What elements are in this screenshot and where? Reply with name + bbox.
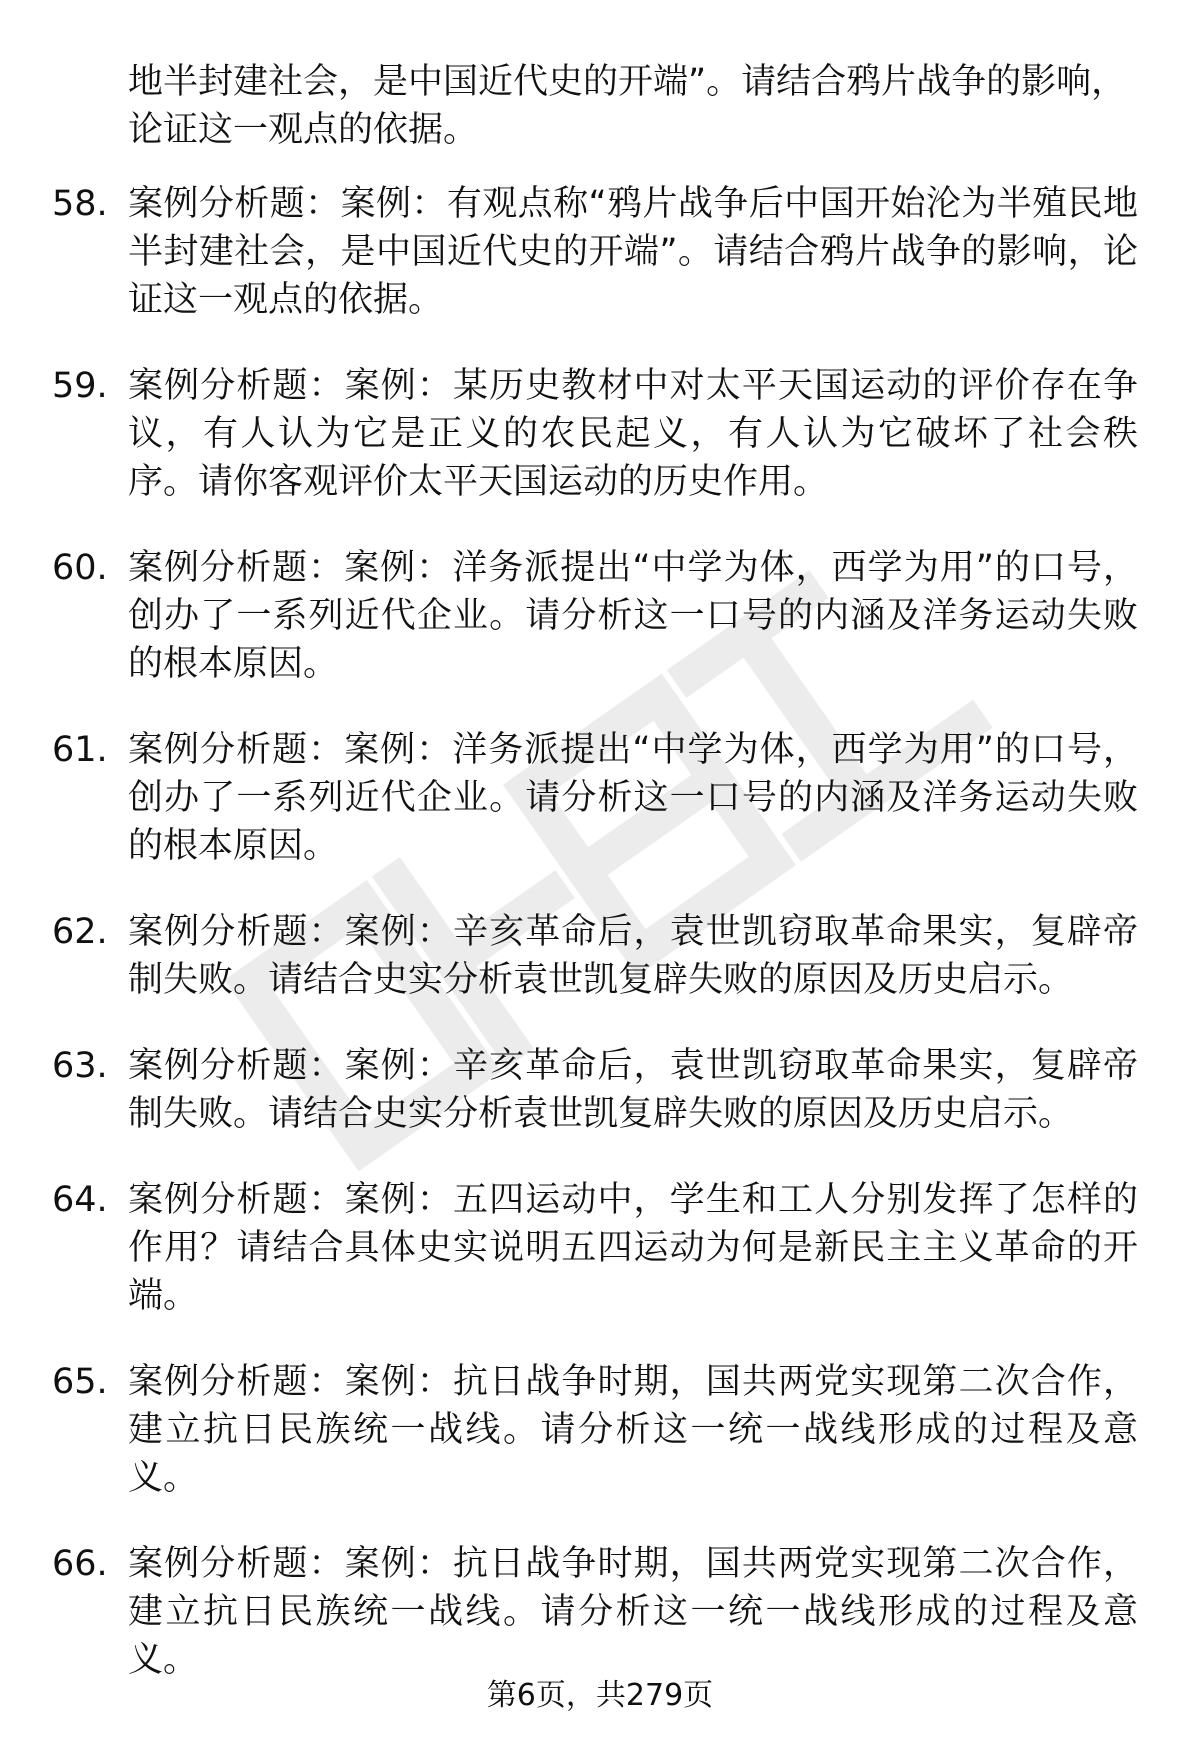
question-number: 65. bbox=[52, 1362, 108, 1402]
question-item bbox=[0, 1540, 1200, 1684]
question-number: 59. bbox=[52, 366, 108, 406]
question-text: 案例分析题：案例：抗日战争时期，国共两党实现第二次合作，建立抗日民族统一战线。请分析这一统一战线形成的过程及意义。 bbox=[128, 1362, 1138, 1498]
question-number: 64. bbox=[52, 1180, 108, 1220]
question-item bbox=[0, 1358, 1200, 1502]
question-text: 案例分析题：案例：有观点称“鸦片战争后中国开始沦为半殖民地半封建社会，是中国近代史的开端”。请结合鸦片战争的影响，论证这一观点的依据。 bbox=[128, 184, 1138, 320]
question-item bbox=[0, 908, 1200, 1004]
page-footer: 第6页，共279页 bbox=[486, 1678, 714, 1713]
question-text: 案例分析题：案例：洋务派提出“中学为体，西学为用”的口号，创办了一系列近代企业。请分析这一口号的内涵及洋务运动失败的根本原因。 bbox=[128, 548, 1138, 684]
question-number: 63. bbox=[52, 1046, 108, 1086]
question-list bbox=[0, 180, 1200, 1722]
question-number: 60. bbox=[52, 548, 108, 588]
question-number: 62. bbox=[52, 912, 108, 952]
question-number: 58. bbox=[52, 184, 108, 224]
question-text: 案例分析题：案例：辛亥革命后，袁世凯窃取革命果实，复辟帝制失败。请结合史实分析袁世凯复辟失败的原因及历史启示。 bbox=[128, 912, 1138, 1000]
question-number: 61. bbox=[52, 730, 108, 770]
question-item bbox=[0, 1176, 1200, 1320]
question-item bbox=[0, 362, 1200, 506]
question-text: 案例分析题：案例：五四运动中，学生和工人分别发挥了怎样的作用？请结合具体史实说明五四运动为何是新民主主义革命的开端。 bbox=[128, 1180, 1138, 1316]
question-item bbox=[0, 726, 1200, 870]
question-item bbox=[0, 1042, 1200, 1138]
question-item bbox=[0, 544, 1200, 688]
question-text: 案例分析题：案例：抗日战争时期，国共两党实现第二次合作，建立抗日民族统一战线。请分析这一统一战线形成的过程及意义。 bbox=[128, 1544, 1138, 1680]
question-item bbox=[0, 180, 1200, 324]
question-text: 案例分析题：案例：某历史教材中对太平天国运动的评价存在争议，有人认为它是正义的农民起义，有人认为它破坏了社会秩序。请你客观评价太平天国运动的历史作用。 bbox=[128, 366, 1138, 502]
continuation-text: 地半封建社会，是中国近代史的开端”。请结合鸦片战争的影响，论证这一观点的依据。 bbox=[128, 62, 1127, 150]
question-text: 案例分析题：案例：辛亥革命后，袁世凯窃取革命果实，复辟帝制失败。请结合史实分析袁世凯复辟失败的原因及历史启示。 bbox=[128, 1046, 1138, 1134]
question-text: 案例分析题：案例：洋务派提出“中学为体，西学为用”的口号，创办了一系列近代企业。请分析这一口号的内涵及洋务运动失败的根本原因。 bbox=[128, 730, 1138, 866]
question-number: 66. bbox=[52, 1544, 108, 1584]
